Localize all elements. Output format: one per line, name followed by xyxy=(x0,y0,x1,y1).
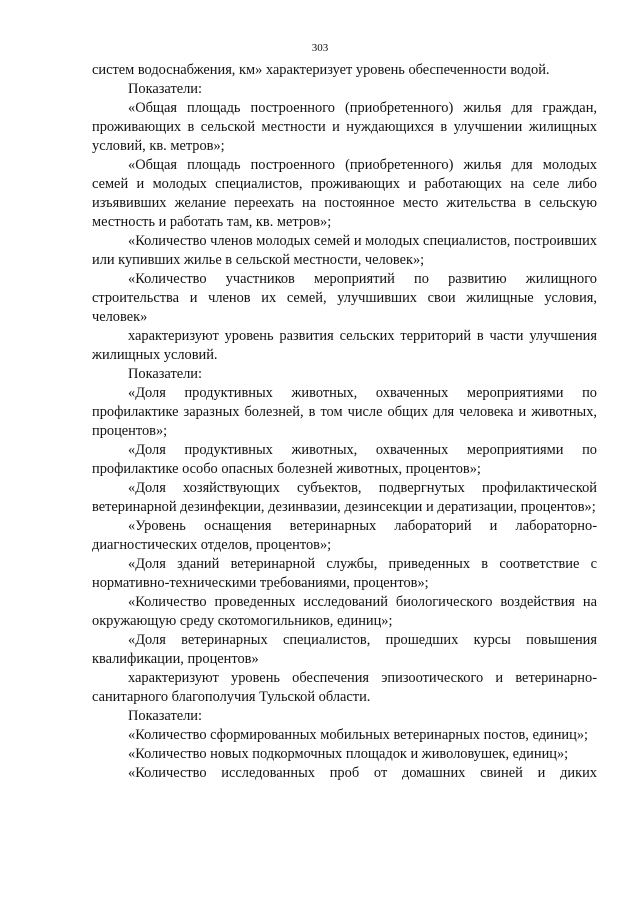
paragraph: «Уровень оснащения ветеринарных лабораторий и лабораторно-диагностических отделов, процентов»; xyxy=(92,518,597,553)
paragraph: «Количество новых подкормочных площадок и живоловушек, единиц»; xyxy=(128,746,569,762)
paragraph: «Доля ветеринарных специалистов, прошедших курсы повышения квалификации, процентов» xyxy=(92,632,597,667)
paragraph: Показатели: xyxy=(128,708,203,724)
paragraph: «Доля хозяйствующих субъектов, подвергнутых профилактической ветеринарной дезинфекции, дезинвазии, дезинсекции и дератизации, процентов»; xyxy=(92,480,597,515)
document-body xyxy=(92,61,597,783)
paragraph: «Количество исследованных проб от домашних свиней и диких xyxy=(128,765,597,781)
paragraph: «Доля продуктивных животных, охваченных мероприятиями по профилактике заразных болезней, в том числе общих для человека и животных, процентов»; xyxy=(92,385,597,439)
paragraph: «Доля продуктивных животных, охваченных мероприятиями по профилактике особо опасных болезней животных, процентов»; xyxy=(92,442,597,477)
paragraph: Показатели: xyxy=(128,81,203,97)
paragraph: «Количество проведенных исследований биологического воздействия на окружающую среду скотомогильников, единиц»; xyxy=(92,594,597,629)
paragraph: характеризуют уровень развития сельских территорий в части улучшения жилищных условий. xyxy=(92,328,597,363)
paragraph: систем водоснабжения, км» характеризует уровень обеспеченности водой. xyxy=(92,62,550,78)
paragraph: «Доля зданий ветеринарной службы, приведенных в соответствие с нормативно-техническими требованиями, процентов»; xyxy=(92,556,597,591)
page-number: 303 xyxy=(311,42,329,54)
paragraph: «Общая площадь построенного (приобретенного) жилья для граждан, проживающих в сельской местности и нуждающихся в улучшении жилищных условий, кв. метров»; xyxy=(92,100,597,154)
paragraph: «Количество участников мероприятий по развитию жилищного строительства и членов их семей, улучшивших свои жилищные условия, человек» xyxy=(92,271,597,325)
paragraph: «Общая площадь построенного (приобретенного) жилья для молодых семей и молодых специалистов, проживающих и работающих на селе либо изъявивших желание переехать на постоянное место жительства в сельскую местность и работать там, кв. метров»; xyxy=(92,157,597,230)
paragraph: характеризуют уровень обеспечения эпизоотического и ветеринарно-санитарного благополучия Тульской области. xyxy=(92,670,597,705)
paragraph: «Количество сформированных мобильных ветеринарных постов, единиц»; xyxy=(128,727,589,743)
paragraph: «Количество членов молодых семей и молодых специалистов, построивших или купивших жилье в сельской местности, человек»; xyxy=(92,233,597,268)
paragraph: Показатели: xyxy=(128,366,203,382)
